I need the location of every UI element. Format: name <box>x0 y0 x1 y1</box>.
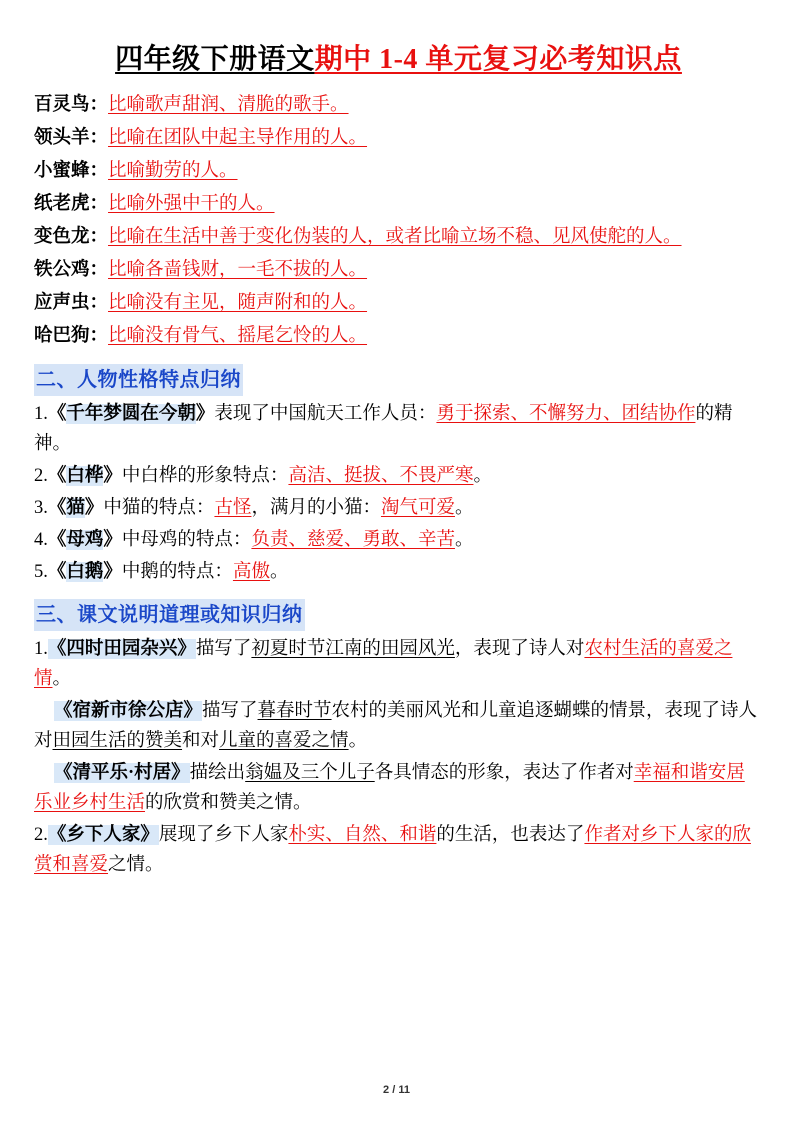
item-text: 描写了 <box>202 701 258 722</box>
page-title <box>34 42 763 77</box>
item-number: 3. <box>34 498 48 519</box>
list-item <box>34 462 763 492</box>
metaphor-answer: 比喻勤劳的人。 <box>108 160 238 181</box>
book-title: 《宿新市徐公店》 <box>54 701 203 722</box>
item-text-2: 的生活，也表达了 <box>436 825 585 846</box>
item-number: 2. <box>34 466 48 487</box>
book-title: 白鹅 <box>66 561 104 582</box>
book-title: 《乡下人家》 <box>47 825 159 846</box>
item-answer: 高洁、挺拔、不畏严寒 <box>288 466 474 487</box>
metaphor-list <box>34 91 763 881</box>
item-underline-2: 作者对乡下人家的欣赏和喜爱 <box>34 825 751 876</box>
metaphor-term: 百灵鸟： <box>34 95 109 115</box>
book-bracket-close: 》 <box>103 530 122 551</box>
list-item <box>34 821 763 881</box>
metaphor-answer: 比喻歌声甜润、清脆的歌手。 <box>108 95 349 115</box>
list-item <box>34 526 763 556</box>
list-item <box>34 289 763 319</box>
item-tail: 。 <box>269 561 289 582</box>
item-underline-1: 初夏时节江南的田园风光 <box>251 639 455 660</box>
book-bracket-open: 《 <box>47 404 67 425</box>
item-text: 中鹅的特点： <box>121 561 233 582</box>
book-title: 《清平乐·村居》 <box>54 763 190 784</box>
item-text: 描绘出 <box>189 763 246 784</box>
item-tail: 。 <box>454 530 474 551</box>
page-title-part1: 四年级下册语文 <box>115 44 315 75</box>
list-item <box>34 91 763 121</box>
book-bracket-open: 《 <box>47 466 67 487</box>
item-answer-2: 淘气可爱 <box>380 498 455 519</box>
item-text: 中猫的特点： <box>103 498 215 519</box>
item-text: 中母鸡的特点： <box>121 530 252 551</box>
metaphor-answer: 比喻没有主见，随声附和的人。 <box>108 292 368 313</box>
section-3 <box>34 590 763 881</box>
item-tail: 的精神。 <box>34 404 733 455</box>
list-item <box>34 322 763 352</box>
metaphor-term: 纸老虎： <box>34 193 109 214</box>
item-number: 2. <box>34 825 48 846</box>
book-title: 千年梦圆在今朝 <box>66 404 196 425</box>
item-text-2: 农村的美丽风光和儿童追逐蝴蝶的情景，表现了诗人对 <box>34 701 758 752</box>
item-answer: 负责、慈爱、勇敢、辛苦 <box>251 530 455 551</box>
book-title: 白桦 <box>66 466 104 487</box>
item-tail: 的欣赏和赞美之情。 <box>145 793 312 814</box>
item-number: 5. <box>34 561 48 582</box>
list-item <box>34 223 763 253</box>
metaphor-term: 铁公鸡： <box>34 259 109 280</box>
item-underline-1: 暮春时节 <box>257 701 332 722</box>
item-number: 4. <box>34 530 48 551</box>
item-underline-1: 翁媪及三个儿子 <box>245 763 375 784</box>
item-answer: 高傲 <box>232 561 270 582</box>
metaphor-answer: 比喻各啬钱财，一毛不拔的人。 <box>108 259 368 280</box>
metaphor-term: 哈巴狗： <box>34 325 109 346</box>
section-2 <box>34 355 763 588</box>
list-item <box>34 635 763 695</box>
item-text-2: ，表现了诗人对 <box>454 639 585 660</box>
book-bracket-close: 》 <box>84 498 104 519</box>
book-bracket-close: 》 <box>103 466 122 487</box>
book-title: 猫 <box>66 498 85 519</box>
metaphor-term: 领头羊： <box>34 127 109 148</box>
item-tail: 之情。 <box>108 855 164 876</box>
metaphor-term: 应声虫： <box>34 292 109 313</box>
list-item <box>34 494 763 524</box>
item-text-3: 和对 <box>182 731 220 752</box>
item-answer: 勇于探索、不懈努力、团结协作 <box>436 404 696 425</box>
item-answer: 古怪 <box>214 498 252 519</box>
page-title-part2: 期中 1-4 单元复习必考知识点 <box>314 44 682 75</box>
list-item <box>34 190 763 220</box>
item-underline-3: 儿童的喜爱之情 <box>219 731 349 752</box>
list-item <box>34 124 763 154</box>
list-item <box>34 157 763 187</box>
item-underline-2: 幸福和谐安居乐业乡村生活 <box>34 763 745 814</box>
book-title: 母鸡 <box>66 530 104 551</box>
section-heading: 二、人物性格特点归纳 <box>34 364 243 396</box>
metaphor-answer: 比喻外强中干的人。 <box>108 193 275 214</box>
list-item <box>34 759 763 819</box>
item-underline-1: 朴实、自然、和谐 <box>288 825 437 846</box>
item-text: 展现了乡下人家 <box>158 825 289 846</box>
metaphor-answer: 比喻在团队中起主导作用的人。 <box>108 127 368 148</box>
item-tail: ，满月的小猫： <box>251 498 381 519</box>
item-text: 中白桦的形象特点： <box>121 466 289 487</box>
metaphor-answer: 比喻在生活中善于变化伪装的人，或者比喻立场不稳、见风使舵的人。 <box>108 226 682 247</box>
list-item <box>34 256 763 286</box>
list-item <box>34 558 763 588</box>
book-title: 《四时田园杂兴》 <box>47 639 196 660</box>
item-tail: 。 <box>52 669 72 690</box>
page-number: 2 / 11 <box>383 1084 410 1096</box>
section-heading: 三、课文说明道理或知识归纳 <box>34 599 305 631</box>
book-bracket-open: 《 <box>47 498 67 519</box>
item-underline-2: 田园生活的赞美 <box>52 731 183 752</box>
list-item <box>34 400 763 460</box>
item-number: 1. <box>34 404 48 425</box>
item-tail: 。 <box>348 731 368 752</box>
item-tail-2: 。 <box>454 498 474 519</box>
item-text: 表现了中国航天工作人员： <box>214 404 437 425</box>
book-bracket-open: 《 <box>47 530 67 551</box>
item-text-2: 各具情态的形象，表达了作者对 <box>374 763 634 784</box>
item-text: 描写了 <box>195 639 252 660</box>
item-number: 1. <box>34 639 48 660</box>
metaphor-answer: 比喻没有骨气、摇尾乞怜的人。 <box>108 325 368 346</box>
book-bracket-close: 》 <box>195 404 215 425</box>
item-underline-2: 农村生活的喜爱之情 <box>34 639 733 690</box>
book-bracket-close: 》 <box>103 561 122 582</box>
book-bracket-open: 《 <box>47 561 67 582</box>
metaphor-term: 变色龙： <box>34 226 109 247</box>
metaphor-term: 小蜜蜂： <box>34 160 109 181</box>
item-tail: 。 <box>473 466 492 487</box>
list-item <box>34 697 763 757</box>
